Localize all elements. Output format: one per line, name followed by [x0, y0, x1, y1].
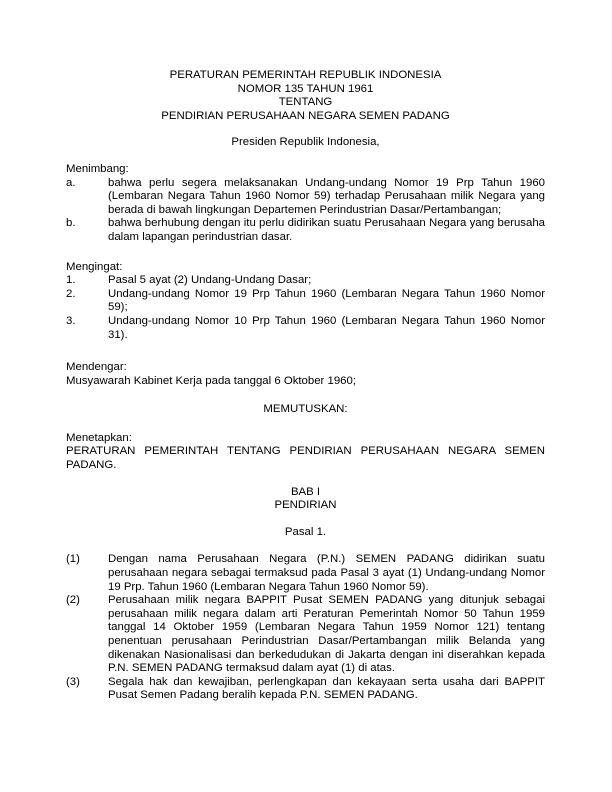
item-text: Dengan nama Perusahaan Negara (P.N.) SEMEN PADANG didirikan suatu perusahaan negara sebagai termaksud pada Pasal 3 ayat (1) Undang-undang Nomor 19 Prp. Tahun 1960 (Lembaran Negara Tahun 1960 Nomor 59). — [108, 553, 545, 593]
item-marker: 2. — [66, 287, 76, 300]
title-line-tentang: TENTANG — [278, 96, 333, 109]
item-marker: (3) — [66, 675, 80, 688]
item-text: Undang-undang Nomor 19 Prp Tahun 1960 (Lembaran Negara Tahun 1960 Nomor 59); — [108, 287, 545, 314]
item-marker: 3. — [66, 314, 76, 327]
title-line-subject: PENDIRIAN PERUSAHAAN NEGARA SEMEN PADANG — [161, 109, 450, 122]
pasal-heading: Pasal 1. — [284, 525, 327, 538]
item-marker: (1) — [66, 553, 80, 566]
item-marker: (2) — [66, 594, 80, 607]
mengingat-item — [66, 288, 545, 315]
item-text: Segala hak dan kewajiban, perlengkapan dan kekayaan serta usaha dari BAPPIT Pusat Semen Padang beralih kepada P.N. SEMEN PADANG. — [108, 675, 545, 702]
item-text: Pasal 5 ayat (2) Undang-Undang Dasar; — [108, 274, 312, 287]
item-text: bahwa berhubung dengan itu perlu didirikan suatu Perusahaan Negara yang berusaha dalam lapangan perindustrian dasar. — [108, 217, 545, 243]
mengingat-item — [66, 315, 545, 342]
pasal-item — [66, 594, 545, 676]
title-line-regulation: PERATURAN PEMERINTAH REPUBLIK INDONESIA — [169, 69, 442, 81]
menetapkan-section — [66, 432, 545, 473]
bab-number: BAB I — [290, 485, 321, 498]
menetapkan-label: Menetapkan: — [66, 431, 132, 444]
item-marker: 1. — [66, 274, 76, 287]
pasal-items — [66, 553, 545, 703]
mendengar-label: Mendengar: — [66, 361, 127, 374]
title-line-number: NOMOR 135 TAHUN 1961 — [237, 82, 374, 95]
menetapkan-text: PERATURAN PEMERINTAH TENTANG PENDIRIAN PERUSAHAAN NEGARA SEMEN PADANG. — [66, 445, 545, 472]
memutuskan-heading: MEMUTUSKAN: — [263, 403, 348, 416]
mendengar-text: Musyawarah Kabinet Kerja pada tanggal 6 Oktober 1960; — [66, 374, 357, 387]
document-title-block — [66, 69, 545, 123]
menimbang-item — [66, 217, 545, 244]
item-text: Perusahaan milik negara BAPPIT Pusat SEMEN PADANG yang ditunjuk sebagai perusahaan milik negara dalam arti Peraturan Pemerintah Nomor 50 Tahun 1959 tanggal 14 Oktober 1959 (Lembaran Negara Tahun 1959 Nomor 121) tentang penentuan perusahaan Perindustrian Dasar/Pertambangan milik Belanda yang dikenakan Nasionalisasi dan berkedudukan di Jakarta dengan ini diserahkan kepada P.N. SEMEN PADANG termaksud dalam ayat (1) di atas. — [108, 594, 545, 675]
item-text: bahwa perlu segera melaksanakan Undang-undang Nomor 19 Prp Tahun 1960 (Lembaran Negara Tahun 1960 Nomor 59) terhadap Perusahaan milik Negara yang berada di bawah lingkungan Departemen Perindustrian Dasar/Pertambangan; — [108, 176, 545, 216]
salutation: Presiden Republik Indonesia, — [231, 136, 380, 149]
menimbang-label: Menimbang: — [66, 162, 129, 175]
bab-heading — [66, 486, 545, 513]
pasal-item — [66, 553, 545, 594]
bab-title: PENDIRIAN — [274, 499, 337, 512]
pasal-item — [66, 676, 545, 703]
item-marker: a. — [66, 176, 76, 189]
menimbang-item — [66, 177, 545, 218]
item-text: Undang-undang Nomor 10 Prp Tahun 1960 (Lembaran Negara Tahun 1960 Nomor 31). — [108, 314, 545, 341]
item-marker: b. — [66, 217, 76, 230]
mengingat-label: Mengingat: — [66, 260, 123, 273]
mendengar-section — [66, 361, 545, 388]
menimbang-section — [66, 163, 545, 245]
mengingat-section — [66, 261, 545, 343]
mengingat-item — [66, 274, 545, 288]
